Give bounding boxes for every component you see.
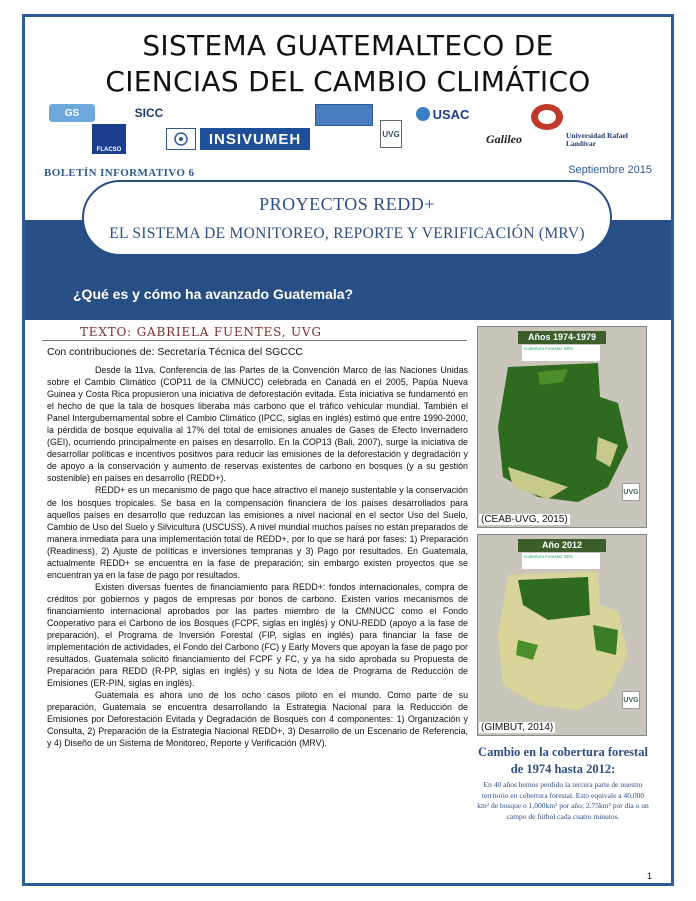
government-logo: [315, 104, 373, 126]
caption-title: Cambio en la cobertura forestal de 1974 hasta 2012:: [478, 745, 648, 776]
banner-title: PROYECTOS REDD+: [259, 194, 435, 214]
forest-map-1974: [477, 326, 647, 528]
page-title: [0, 28, 696, 100]
map-1-uvg-badge: UVG: [622, 483, 640, 501]
title-line-1: SISTEMA GUATEMALTECO DE: [142, 29, 554, 62]
contributions: Con contribuciones de: Secretaría Técnica del SGCCC: [47, 346, 304, 358]
ministry-seal-logo: [166, 128, 196, 150]
author-line: TEXTO: GABRIELA FUENTES, UVG: [80, 325, 322, 339]
map-2-uvg-badge: UVG: [622, 691, 640, 709]
paragraph-2: REDD+ es un mecanismo de pago que hace atractivo el manejo sustentable y la conservación de los bosques tropicales. Se basa en la compensación financiera de los países desarrollados para aquellos países en desarrollo que reduzcan las emisiones a nivel nacional en el sector Uso del Suelo, Cambio de Uso del Suelo y Silvicultura (USCUSS). A nivel mundial muchos países no están preparados de manera inmediata para una implementación total de REDD+, por lo que se hará por fases: 1) Preparación (Readiness), 2) Ajuste de políticas e inversiones tempranas y 3) Pago por resultados. En Guatemala, actualmente REDD+ se encuentra en la fase de preparación; sin embargo existen proyectos que se encuentran ya en la fase de pago por resultados.: [47, 485, 468, 580]
title-line-2: CIENCIAS DEL CAMBIO CLIMÁTICO: [105, 65, 591, 98]
flacso-logo: FLACSO: [92, 124, 126, 154]
title-pill: [82, 180, 612, 256]
usac-globe-icon: [415, 106, 431, 122]
seal-icon: [173, 131, 189, 147]
uvg-small-logo: UVG: [380, 120, 402, 148]
gs-logo: GS: [49, 104, 95, 122]
banner-subtitle: EL SISTEMA DE MONITOREO, REPORTE Y VERIFICACIÓN (MRV): [109, 225, 585, 242]
red-seal-icon: [529, 102, 565, 132]
page-number: 1: [646, 871, 652, 881]
insivumeh-logo: INSIVUMEH: [200, 128, 310, 150]
map-2-title: Año 2012: [518, 539, 606, 552]
map-1-legend: Cobertura Forestal: 68%: [522, 345, 600, 361]
map-1-title: Años 1974-1979: [518, 331, 606, 344]
author-divider: [42, 340, 467, 341]
map-2-legend: Cobertura Forestal: 35%: [522, 553, 600, 569]
forest-map-2012: [477, 534, 647, 736]
banner-question: ¿Qué es y cómo ha avanzado Guatemala?: [73, 286, 354, 302]
bulletin-date: Septiembre 2015: [568, 164, 652, 176]
paragraph-4: Guatemala es ahora uno de los ocho casos piloto en el mundo. Como parte de su preparación, Guatemala se encuentra desarrollando la Estrategia Nacional para la Reducción de Emisiones por Deforestación Evitada y Degradación de Bosques con 4 componentes: 1) Organización y Consulta, 2) Preparación de la Estrategia Nacional REDD+, 3) Desarrollo de un Escenario de Referencia, y 4) Diseño de un Sistema de Monitoreo, Reporte y Verificación (MRV).: [47, 690, 468, 749]
map-2-credit: (GIMBUT, 2014): [481, 722, 554, 733]
caption-text: En 40 años hemos perdido la tercera parte de nuestro territorio en cobertura forestal. Esto equivale a 40,000 km² de bosque o 1,000km² por año; 2.75km² por día o un campo de fútbol cada cuatro minutos.: [477, 780, 649, 821]
sicc-logo: SICC: [134, 106, 164, 120]
url-logo: Universidad Rafael Landívar: [566, 131, 628, 148]
paragraph-1: Desde la 11va. Conferencia de las Partes de la Convención Marco de las Naciones Unidas sobre el Cambio Climático (COP11 de la CMNUCC) celebrada en Canadá en el 2005, Papúa Nueva Guinea y Costa Rica propusieron una iniciativa de deforestación evitada. Esta iniciativa se fundamentó en el hecho de que la tala de bosques liberaba más carbono que el tráfico vehicular mundial. También el Panel Intergubernamental sobre el Cambio Climático (IPCC, siglas en inglés) estimó que entre 1990-2000, la pérdida de bosque equivalía al 17% del total de emisiones anuales de Gases de Efecto Invernadero (GEI), ocurriendo principalmente en países en desarrollo. En la COP13 (Bali, 2007), surge la iniciativa de desarrollar políticas e incentivos positivos para reducir las emisiones de la deforestación y degradación y de apoyo a la conservación y aumento de reservas existentes de carbono en bosques (y a su gestión sostenible) en países en desarrollo (REDD+).: [47, 365, 468, 484]
bulletin-label: BOLETÍN INFORMATIVO 6: [44, 167, 195, 179]
usac-label: USAC: [432, 106, 470, 122]
usac-logo: [410, 104, 474, 124]
paragraph-3: Existen diversas fuentes de financiamiento para REDD+: fondos internacionales, compra de créditos por gobiernos y pagos de empresas por bonos de carbono. Existen varios mecanismos de financiamiento internacional aprobados por las partes miembro de la CMNUCC como el Fondo Cooperativo para el Carbono de los Bosques (FCPF, siglas en inglés) y ONU-REDD (apoyo a la fase de preparación), el Programa de Inversión Forestal (FIP, siglas en inglés) para financiar la fase de implementación de actividades, el Fondo del Carbono (FC) y Early Movers que apoyan la fase de pago por resultados. Guatemala solicitó financiamiento del FCPF y FC, y ya ha sido aprobada su Propuesta de Preparación para REDD (R-PP, siglas en inglés) y su Nota de Idea de Programa de Reducción de Emisiones (ER-PIN, siglas en inglés).: [47, 581, 468, 689]
galileo-logo: Galileo: [486, 131, 522, 146]
article-body: [47, 364, 468, 750]
map-1-credit: (CEAB-UVG, 2015): [481, 514, 568, 525]
